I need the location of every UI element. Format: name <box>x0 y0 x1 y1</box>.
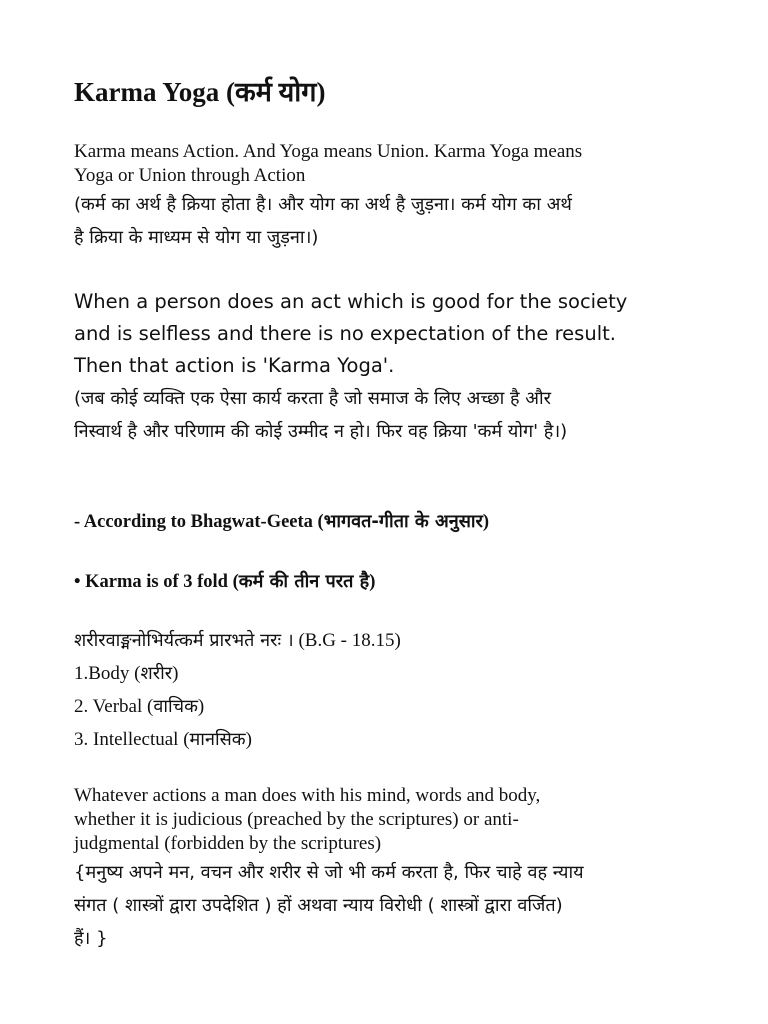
list-item <box>74 723 714 756</box>
fold-heading-close: ) <box>369 572 376 592</box>
definition-hindi <box>74 382 714 448</box>
page-title: Karma Yoga (कर्म योग) <box>74 77 326 107</box>
fold-close: ) <box>197 696 205 717</box>
text-line: judgmental (forbidden by the scriptures) <box>74 833 382 854</box>
intro-english <box>74 140 714 188</box>
geeta-heading-english: - According to Bhagwat-Geeta ( <box>74 512 324 532</box>
fold-close: ) <box>245 729 252 750</box>
fold-hindi: मानसिक <box>189 729 246 750</box>
fold-list <box>74 624 714 756</box>
geeta-heading-hindi: भागवत-गीता के अनुसार <box>323 511 483 532</box>
text-line: (कर्म का अर्थ है क्रिया होता है। और योग का अर्थ है जुड़ना। कर्म योग का अर्थ <box>74 194 572 215</box>
text-line: संगत ( शास्त्रों द्वारा उपदेशित ) हों अथवा न्याय विरोधी ( शास्त्रों द्वारा वर्जित) <box>74 895 563 916</box>
fold-hindi: वाचिक <box>153 696 198 717</box>
fold-close: ) <box>172 663 179 684</box>
fold-english: 1.Body ( <box>74 663 141 684</box>
text-line: whether it is judicious (preached by the scriptures) or anti- <box>74 809 519 830</box>
text-line: हैं। } <box>74 928 108 949</box>
list-item <box>74 657 714 690</box>
text-line: {मनुष्य अपने मन, वचन और शरीर से जो भी कर्म करता है, फिर चाहे वह न्याय <box>74 862 584 883</box>
intro-paragraph <box>74 140 714 254</box>
text-line: Karma means Action. And Yoga means Union. Karma Yoga means <box>74 141 583 162</box>
list-item <box>74 690 714 723</box>
text-line: When a person does an act which is good for the society <box>74 290 628 313</box>
fold-heading <box>74 570 714 594</box>
fold-hindi: शरीर <box>140 663 173 684</box>
definition-paragraph <box>74 286 714 448</box>
text-line: Whatever actions a man does with his mind, words and body, <box>74 785 541 806</box>
shloka-line <box>74 624 714 657</box>
actions-english <box>74 784 714 856</box>
geeta-heading <box>74 510 714 534</box>
text-line: Then that action is 'Karma Yoga'. <box>74 354 395 377</box>
shloka-hindi: शरीरवाङ्मनोभिर्यत्कर्म प्रारभते नरः । <box>74 630 294 651</box>
fold-heading-hindi: कर्म की तीन परत है <box>238 571 370 592</box>
text-line: (जब कोई व्यक्ति एक ऐसा कार्य करता है जो समाज के लिए अच्छा है और <box>74 388 552 409</box>
geeta-heading-close: ) <box>482 512 490 532</box>
text-line: है क्रिया के माध्यम से योग या जुड़ना।) <box>74 227 319 248</box>
fold-english: 2. Verbal ( <box>74 696 154 717</box>
actions-paragraph <box>74 784 714 955</box>
definition-english <box>74 286 714 382</box>
fold-english: 3. Intellectual ( <box>74 729 190 750</box>
actions-hindi <box>74 856 714 955</box>
text-line: निस्वार्थ है और परिणाम की कोई उम्मीद न हो। फिर वह क्रिया 'कर्म योग' है।) <box>74 421 568 442</box>
text-line: and is selfless and there is no expectation of the result. <box>74 322 616 345</box>
intro-hindi <box>74 188 714 254</box>
fold-heading-english: • Karma is of 3 fold ( <box>74 572 239 592</box>
text-line: Yoga or Union through Action <box>74 165 306 186</box>
shloka-reference: (B.G - 18.15) <box>293 630 401 651</box>
